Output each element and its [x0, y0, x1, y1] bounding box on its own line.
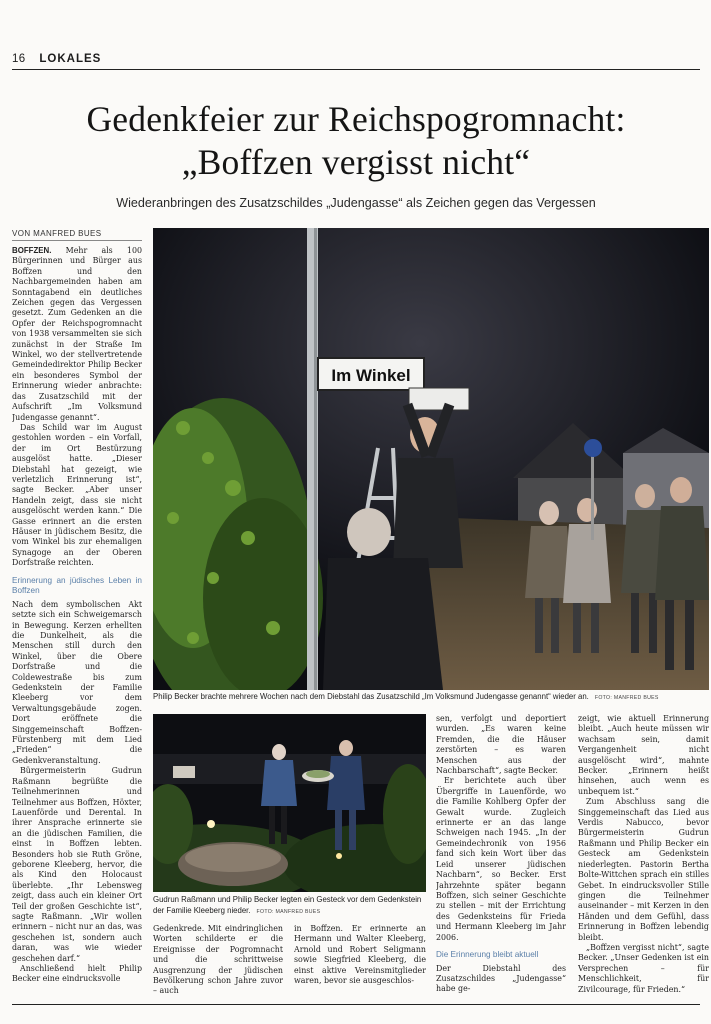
subheadline: Wiederanbringen des Zusatzschildes „Judengasse“ als Zeichen gegen das Vergessen [116, 196, 596, 210]
byline-rule [12, 240, 142, 241]
footer-rule [12, 1004, 700, 1005]
traffic-sign [584, 439, 602, 457]
paragraph-text: Mehr als 100 Bürgerinnen und Bürger aus Boffzen und den Nachbargemeinden haben am Sonntagabend ein deutliches Zeichen gegen das Vergessen gesetzt. Zum Gedenken an die Opfer der Reichspogromnacht von 1938 versammelten sie sich zunächst in der Straße Im Winkel, wo der stellvertretende Gemeindedirektor Philip Becker ein besonderes Symbol der Erinnerung wieder anbrachte: das Zusatzschild mit der Aufschrift „Im Volksmund Judengasse genannt“. [12, 246, 142, 422]
street-sign-text: Im Winkel [331, 366, 411, 385]
paragraph: Zum Abschluss sang die Singgemeinschaft das Lied aus Verdis Nabucco, bevor Bürgermeisterin Gudrun Raßmann und Philip Becker ein Gesteck am Gedenkstein niederlegten. Pastorin Bertha Bolte-Wittchen sprach ein stilles Gebet. In eindrucksvoller Stille gingen die Teilnehmer auseinander – mit Kerzen in den Händen und dem Gefühl, dass Erinnerung in Boffzen lebendig bleibt. [578, 797, 709, 942]
small-photo-scene [153, 714, 426, 892]
small-photo-caption [153, 895, 426, 917]
paragraph: in Boffzen. Er erinnerte an Hermann und Walter Kleeberg, Arnold und Robert Seligmann sowie Siegfried Kleeberg, die einst aktive Vereinsmitglieder waren, bevor sie ausgeschlos- [294, 924, 426, 986]
additional-sign [409, 388, 469, 410]
article-column-2 [153, 924, 283, 998]
section-title: LOKALES [39, 53, 102, 65]
caption-text: Gudrun Raßmann und Philip Becker legten ein Gesteck vor dem Gedenkstein der Familie Kleeberg nieder. [153, 895, 422, 915]
paragraph: Er berichtete auch über Übergriffe in Lauenförde, wo die Familie Kohlberg Opfer der Gewalt wurde. Zugleich erinnerte er an das lange Schweigen nach 1945. „In der Gemeindechronik von 1956 fand sich kein Wort über das Leid unserer jüdischen Nachbarn“, so Becker. Erst Jahrzehnte später begann Boffzen, sich seiner Geschichte zu stellen – mit der Errichtung des Gedenksteins für Frieda und Hermann Kleeberg im Jahr 2006. [436, 776, 566, 942]
person-man [339, 740, 353, 756]
page-number: 16 [12, 53, 26, 65]
small-photo [153, 714, 426, 892]
headline-line-1: Gedenkfeier zur Reichspogromnacht: [86, 99, 626, 139]
paragraph: Bürgermeisterin Gudrun Raßmann begrüßte die Teilnehmerinnen und Teilnehmer aus Boffzen, Höxter, Lauenförde und Derental. In ihrer Ansprache erinnerte sie an die jüdischen Familien, die einst in Boffzen lebten. Besonders hob sie Ruth Gröne, geborene Kleeberg, hervor, die als Kind den Holocaust überlebte. „Ihr Lebensweg zeigt, dass auch ein kleiner Ort Teil der großen Geschichte ist“, sagte Raßmann. „Wir wollen erinnern – nicht nur an das, was geschehen ist, sondern auch daran, was wie wieder geschehen darf.“ [12, 766, 142, 963]
lamp [207, 820, 215, 828]
photo-credit: FOTO: MANFRED BUES [256, 908, 321, 915]
dateline: BOFFZEN. [12, 246, 52, 255]
paragraph [12, 246, 142, 423]
header-rule [12, 69, 700, 70]
paragraph: Das Schild war im August gestohlen worden – ein Vorfall, der im Ort Bestürzung ausgelöst hatte. „Dieser Diebstahl hat gezeigt, wie verletzlich Erinnerung ist“, sagte Becker. „Aber unser Handeln zeigt, dass sie nicht ausgelöscht werden kann.“ Die Gasse erinnert an die ersten Häuser in jüdischem Besitz, die vom Winkel bis zur ehemaligen Synagoge an der Oberen Dorfstraße reichten. [12, 422, 142, 568]
paragraph: zeigt, wie aktuell Erinnerung bleibt. „Auch heute müssen wir wachsam sein, damit Vergangenheit nicht ausgelöscht wird“, mahnte Becker. „Erinnern heißt hinsehen, auch wenn es unbequem ist.“ [578, 714, 709, 796]
page-header [12, 53, 101, 65]
subheading: Erinnerung an jüdisches Leben in Boffzen [12, 575, 142, 596]
caption-text: Philip Becker brachte mehrere Wochen nach dem Diebstahl das Zusatzschild „Im Volksmund Judengasse genannt“ wieder an. [153, 692, 589, 701]
paragraph: Anschließend hielt Philip Becker eine eindrucksvolle [12, 964, 142, 984]
article-column-5 [578, 714, 709, 998]
article-column-3 [294, 924, 426, 998]
main-photo-caption [153, 692, 709, 704]
article-column-4 [436, 714, 566, 998]
byline: VON MANFRED BUES [12, 229, 102, 238]
headline [12, 98, 700, 184]
person-front [347, 508, 391, 556]
paragraph: Nach dem symbolischen Akt setzte sich ein Schweigemarsch in Bewegung. Kerzen erhellten die Dunkelheit, als die Menschen still durch den Winkel, über die Obere Dorfstraße und die Coldewestraße bis zum Gedenkstein der Familie Kleeberg vor dem Verwaltungsgebäude zogen. Dort eröffnete die Singgemeinschaft Boffzen-Fürstenberg mit dem Lied „Frieden“ die Gedenkveranstaltung. [12, 599, 142, 765]
subheading: Die Erinnerung bleibt aktuell [436, 949, 539, 959]
headline-line-2: „Boffzen vergisst nicht“ [181, 142, 531, 182]
photo-credit: FOTO: MANFRED BUES [594, 695, 659, 701]
paragraph: Gedenkrede. Mit eindringlichen Worten schilderte er die Ereignisse der Pogromnacht und die schrittweise Ausgrenzung der jüdischen Bevölkerung schon Jahre zuvor – auch [153, 924, 283, 996]
article-column-1 [12, 246, 142, 998]
paragraph: Der Diebstahl des Zusatzschildes „Judengasse“ habe ge- [436, 963, 566, 994]
paragraph: „Boffzen vergisst nicht“, sagte Becker. „Unser Gedenken ist ein Versprechen – für Menschlichkeit, für Zivilcourage, für Frieden.“ [578, 942, 709, 994]
person-woman [272, 744, 286, 760]
main-photo [153, 228, 709, 690]
main-photo-scene [153, 228, 709, 690]
paragraph: sen, verfolgt und deportiert wurden. „Es waren keine Fremden, die die Häuser zerstörten – es waren Menschen aus der Nachbarschaft“, sagte Becker. [436, 714, 566, 776]
